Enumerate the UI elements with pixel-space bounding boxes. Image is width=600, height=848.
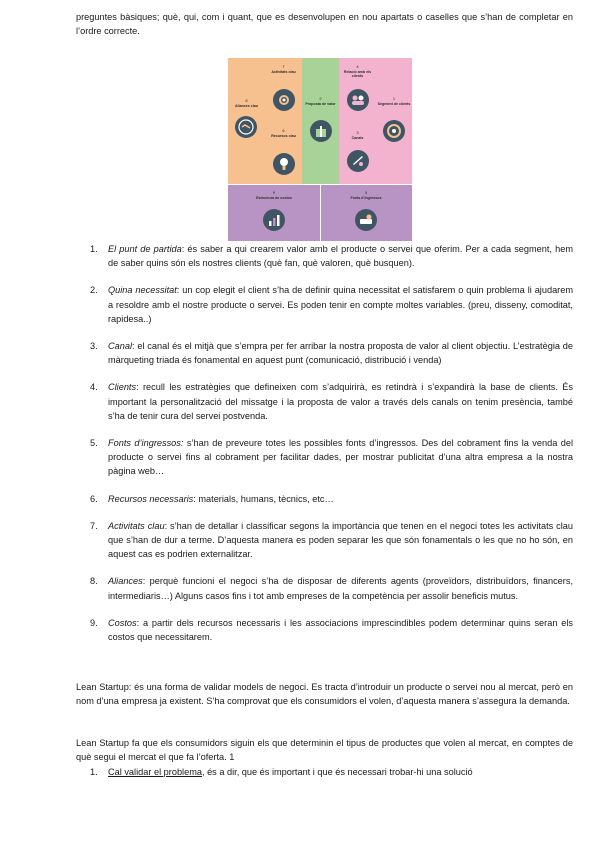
gears-icon <box>273 89 295 111</box>
canvas-num-aliances: 8 <box>245 98 248 103</box>
list-item: 2. Quina necessitat: un cop elegit el client s’ha de definir quina necessitat el satisfarem o quin problema li ajudarem a resoldre amb el nostre producte o servei. Es poden tenir en compte moltes variables. (preu, disseny, comoditat, rapidesa..) <box>90 285 573 324</box>
list-item: 9. Costos: a partir dels recursos necessaris i les associacions imprescindibles podem determinar quins seran els costos que necessitarem. <box>90 617 573 643</box>
list-item: 5. Fonts d’ingressos: s’han de preveure totes les possibles fonts d’ingressos. Des del cobrament fins la venda del producte o servei fins al cobrament per facilitar dades, per mostrar publicitat d’una altra empresa a la nostra pàgina web… <box>90 438 573 477</box>
people-icon <box>347 89 369 111</box>
canvas-num-relacio: 4 <box>356 64 359 69</box>
canvas-label-canals: Canals <box>351 136 364 140</box>
intro-paragraph: preguntes bàsiques; què, qui, com i quant, que es desenvolupen en nou apartats o caselles que s’han de completar en l’ordre correcte. <box>76 12 573 37</box>
target-icon <box>383 120 405 142</box>
list-item: 1. El punt de partida: és saber a qui crearem valor amb el producte o servei que oferim. Per a cada segment, hem de saber quins són els nostres clients (què fan, què valoren, què busquen). <box>90 244 573 269</box>
canvas-label-segment: Segment de clients <box>377 102 411 106</box>
canvas-num-proposta: 2 <box>319 96 322 101</box>
canvas-label-relacio: Relació amb els clients <box>343 70 372 79</box>
canvas-label-activitats: Activitats clau <box>271 70 296 74</box>
canvas-label-recursos: Recursos clau <box>271 134 296 138</box>
list-item: 8. Aliances: perquè funcioni el negoci s’ha de disposar de diferents agents (proveïdors, distribuïdors, financers, intermediaris…) Alguns casos fins i tot amb empreses de la competència per assolir beneficis mutus. <box>90 576 573 601</box>
list-item: 6. Recursos necessaris: materials, humans, tècnics, etc… <box>90 493 334 504</box>
canvas-num-costos: 9 <box>272 190 276 195</box>
money-icon <box>355 209 377 231</box>
canvas-num-canals: 3 <box>356 130 359 135</box>
list-item: 3. Canal: el canal és el mitjà que s’empra per fer arribar la nostra proposta de valor al client objectiu. L’estratègia de màrqueting triada és fonamental en aquest punt (comunicació, distribució i venda) <box>90 341 573 366</box>
list-number: 1. <box>90 767 98 777</box>
gift-icon <box>310 120 332 142</box>
canvas-num-ingressos: 5 <box>364 190 368 195</box>
canvas-label-costos: Estructura de costos <box>256 196 292 200</box>
list-item-text: , és a dir, que és important i que és necessari trobar-hi una solució <box>201 767 473 777</box>
lean-startup-paragraph-2: Lean Startup fa que els consumidors siguin els que determinin el tipus de productes que volen al mercat, en comptes de què segui el mercat el que fa l’oferta. 1 <box>76 738 573 763</box>
canvas-label-ingressos: Fonts d’ingressos <box>350 196 382 200</box>
numbered-list <box>76 242 573 657</box>
list-item: 7. Activitats clau: s’han de detallar i classificar segons la importància que tenen en el negoci totes les activitats clau que s’han de dur a terme. D’aquesta manera es poden separar les que són fonamentals o les que no ho són, en aquest cas es podrien externalitzar. <box>90 520 574 560</box>
canvas-label-aliances: Aliances clau <box>235 104 258 108</box>
validation-list-item <box>90 765 570 779</box>
validate-problem-link[interactable]: Cal validar el problema <box>108 767 202 777</box>
lean-startup-paragraph: Lean Startup: és una forma de validar models de negoci. Es tracta d’introduir un producte o servei nou al mercat, però en nom d’una empresa ja existent. S’ha comprovat que els consumidors el volen, d’aquesta manera s’assegura la demanda. <box>76 682 573 707</box>
canvas-num-segment: 1 <box>392 96 396 101</box>
bulb-icon <box>273 153 295 175</box>
canvas-num-activitats: 7 <box>282 64 285 69</box>
business-model-canvas <box>228 58 412 241</box>
truck-icon <box>347 150 369 172</box>
canvas-label-proposta: Proposta de valor <box>305 102 336 106</box>
canvas-num-recursos: 6 <box>282 128 285 133</box>
list-item: 4. Clients: recull les estratègies que defineixen com s’adquirirà, es retindrà i s’expandirà la base de clients. És important la personalització del missatge i la proposta de valor a través dels canals on tenim presència, també s’ha de tenir cura del servei postvenda. <box>90 382 573 421</box>
handshake-icon <box>235 116 257 138</box>
chart-icon <box>263 209 285 231</box>
